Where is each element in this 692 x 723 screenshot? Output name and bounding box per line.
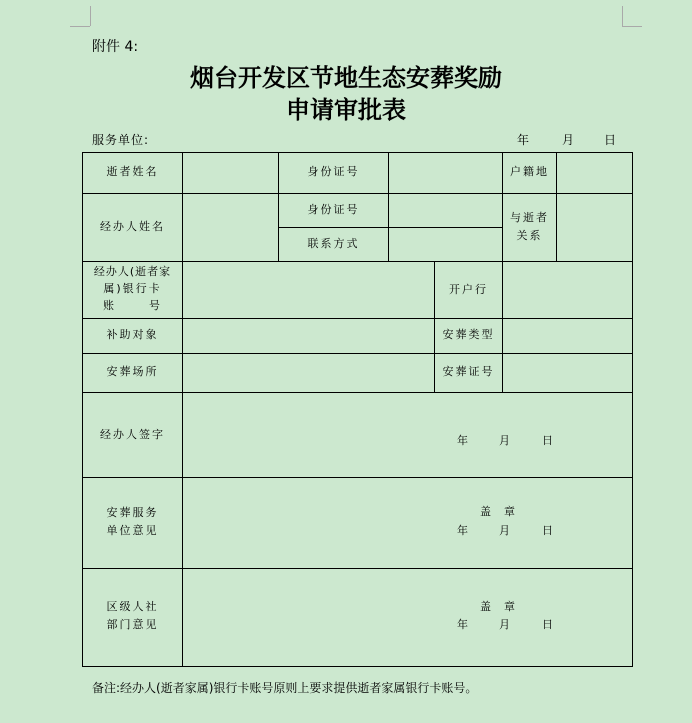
footnote: 备注:经办人(逝者家属)银行卡账号原则上要求提供逝者家属银行卡账号。 [92, 681, 478, 695]
bank-label: 开户行 [449, 283, 488, 296]
day-label: 日 [542, 434, 553, 447]
seal-label: 盖 章 [480, 600, 517, 613]
district-hr-opinion-label: 区级人社 [106, 600, 159, 613]
month-label: 月 [499, 434, 510, 447]
day-label: 日 [604, 133, 617, 147]
crop-mark [70, 26, 90, 27]
crop-mark [90, 6, 91, 26]
id-number-label: 身份证号 [307, 165, 360, 178]
agent-id-number-label: 身份证号 [307, 203, 360, 216]
agent-name-label: 经办人姓名 [100, 220, 165, 233]
district-hr-opinion-label: 部门意见 [106, 618, 159, 631]
subsidy-target-label: 补助对象 [106, 328, 159, 341]
service-unit-opinion-label: 安葬服务 [106, 506, 159, 519]
year-label: 年 [457, 618, 468, 631]
bank-account-label: 账 号 [103, 299, 162, 312]
household-register-label: 户籍地 [510, 165, 549, 178]
day-label: 日 [542, 524, 553, 537]
month-label: 月 [562, 133, 575, 147]
year-label: 年 [517, 133, 530, 147]
year-label: 年 [457, 434, 468, 447]
seal-label: 盖 章 [480, 505, 517, 518]
bank-account-label: 属)银行卡 [103, 282, 162, 295]
crop-mark [622, 26, 642, 27]
relation-label: 关系 [516, 229, 543, 242]
year-label: 年 [457, 524, 468, 537]
month-label: 月 [499, 618, 510, 631]
contact-label: 联系方式 [307, 237, 360, 250]
service-unit-opinion-label: 单位意见 [106, 524, 159, 537]
page-subtitle: 申请审批表 [286, 95, 406, 124]
day-label: 日 [542, 618, 553, 631]
bank-account-label: 经办人(逝者家 [93, 265, 172, 278]
relation-label: 与逝者 [510, 211, 549, 224]
month-label: 月 [499, 524, 510, 537]
service-unit-label: 服务单位: [92, 133, 150, 147]
deceased-name-label: 逝者姓名 [106, 165, 159, 178]
approval-form-table [82, 152, 633, 667]
crop-mark [622, 6, 623, 26]
page-title: 烟台开发区节地生态安葬奖励 [190, 63, 502, 92]
agent-signature-label: 经办人签字 [100, 428, 165, 441]
burial-place-label: 安葬场所 [106, 365, 159, 378]
burial-certificate-label: 安葬证号 [442, 365, 495, 378]
attachment-label: 附件 4: [92, 39, 139, 55]
burial-type-label: 安葬类型 [442, 328, 495, 341]
